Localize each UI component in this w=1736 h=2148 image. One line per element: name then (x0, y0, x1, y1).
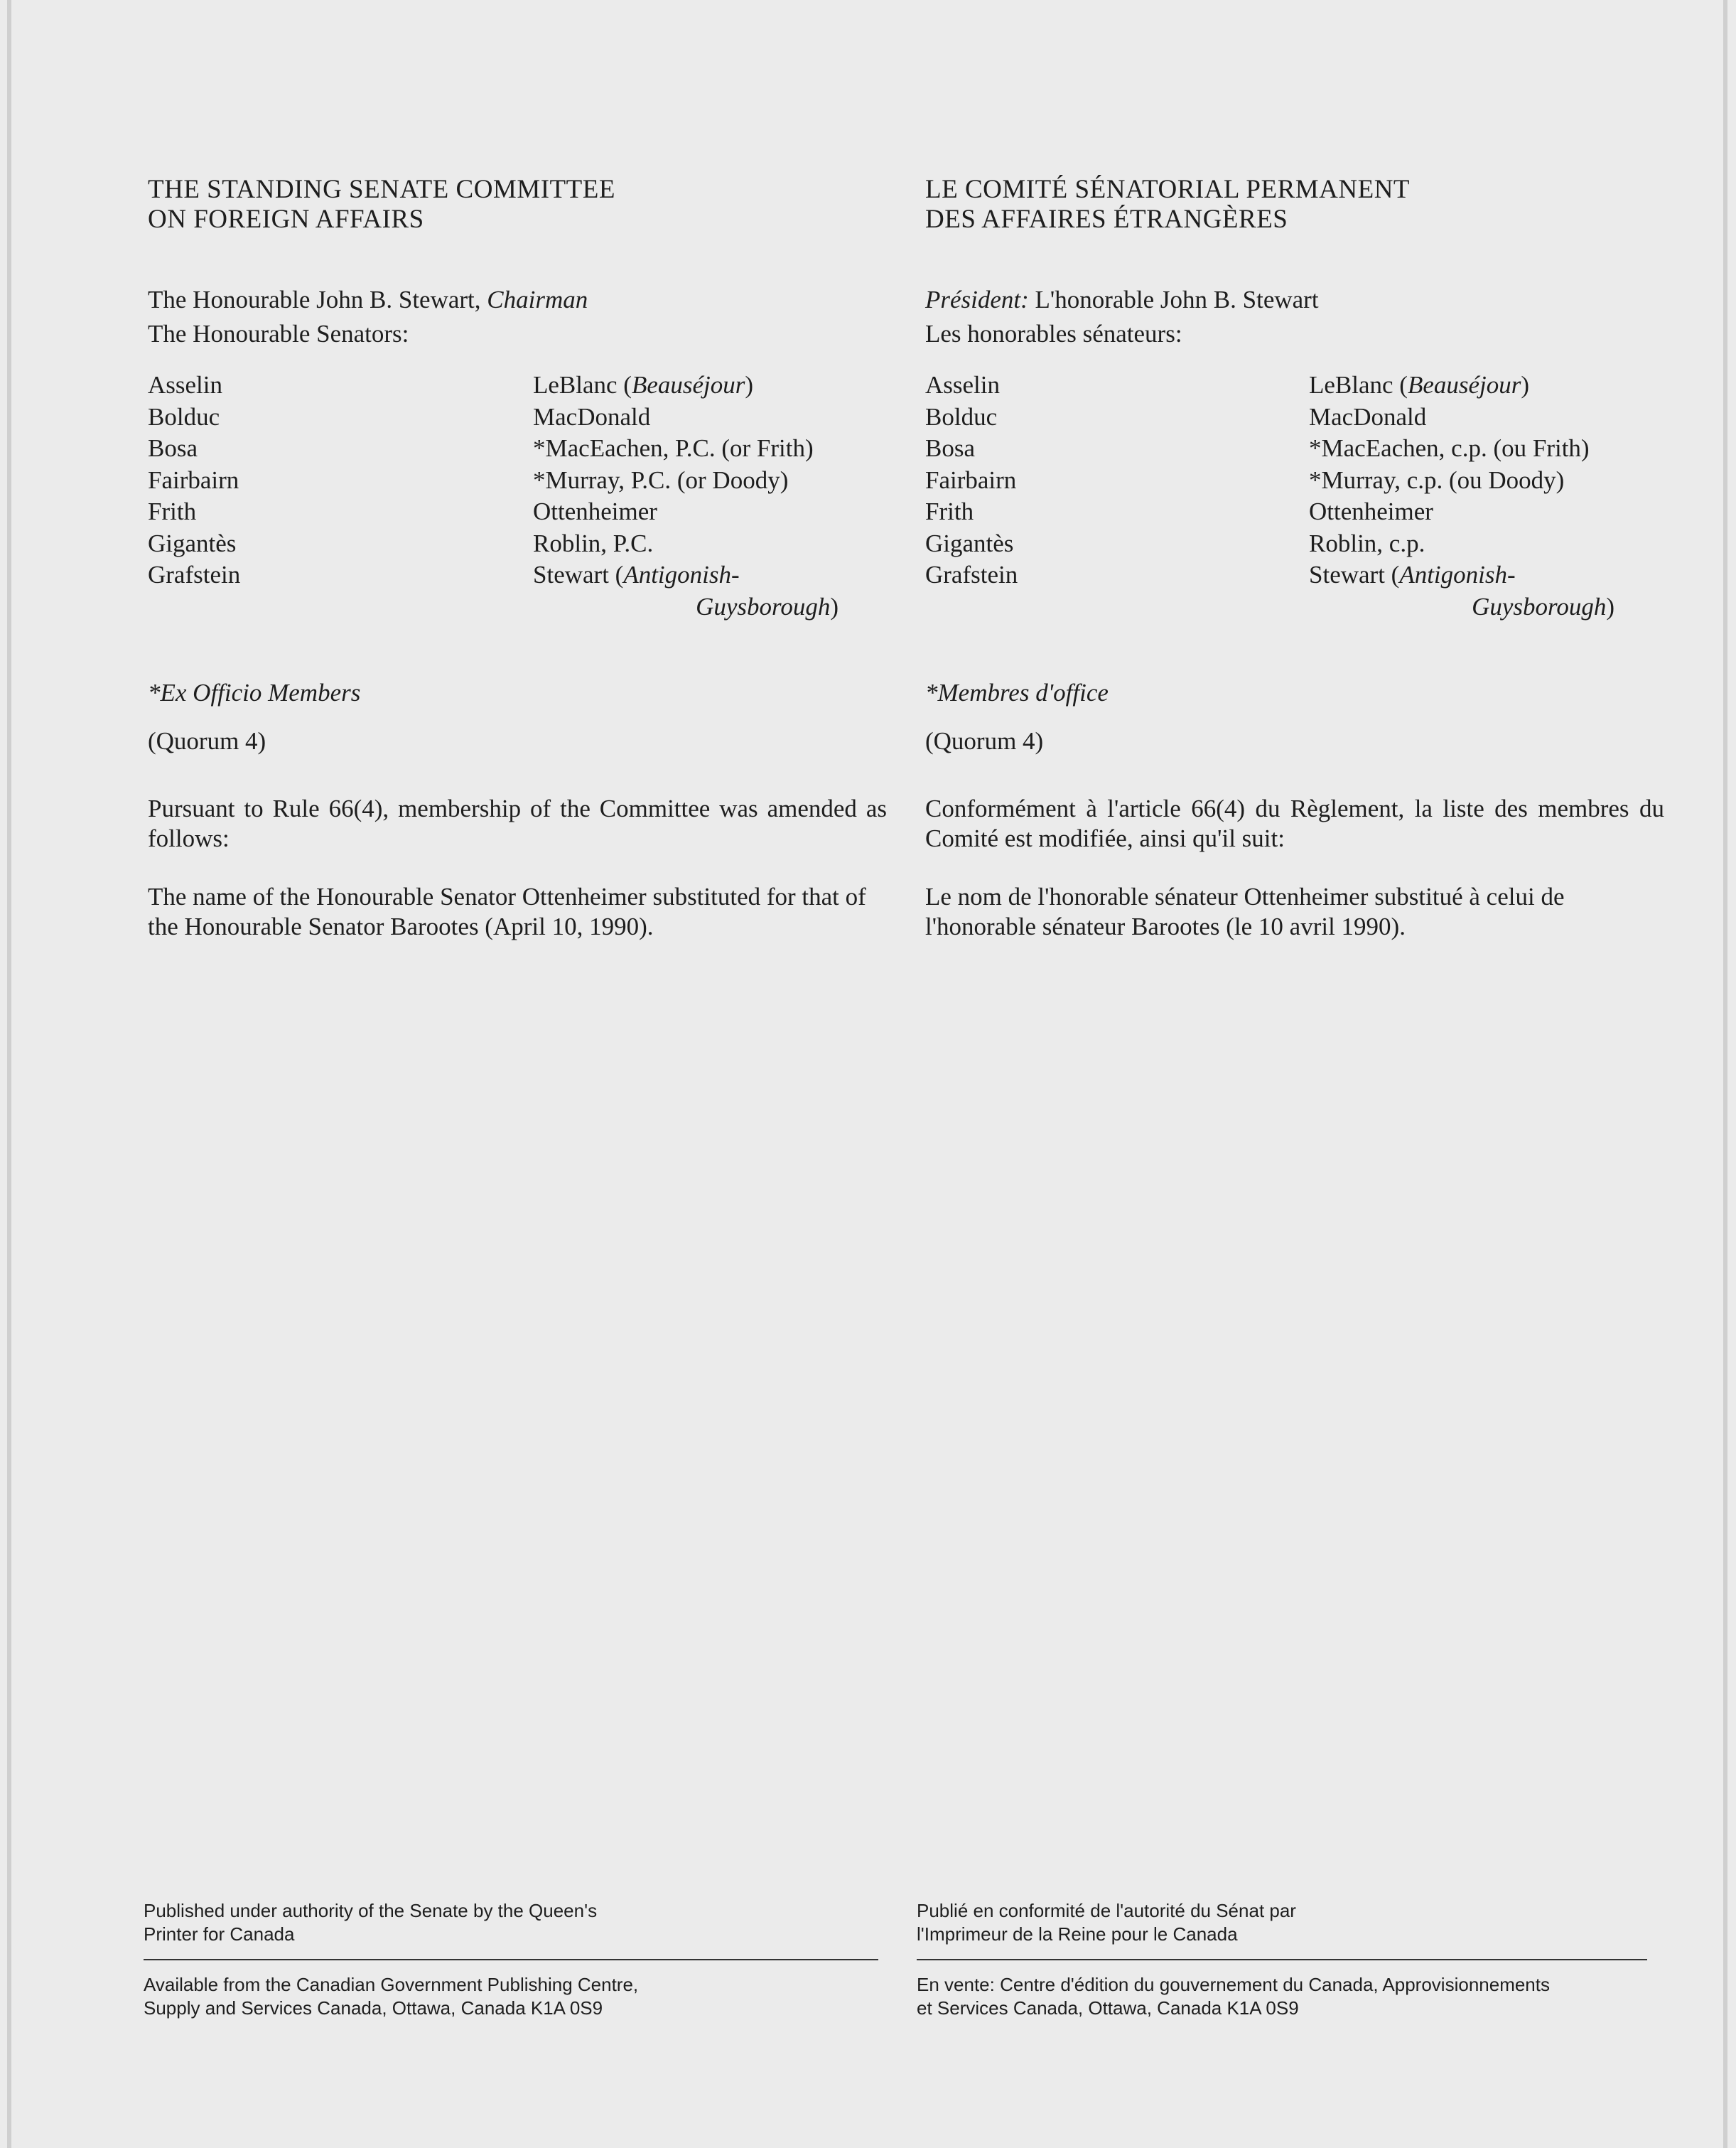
english-heading-line1: THE STANDING SENATE COMMITTEE (148, 175, 615, 204)
member-name: Gigantès (925, 529, 1014, 557)
english-chair-role: Chairman (487, 286, 588, 313)
french-heading-line2: DES AFFAIRES ÉTRANGÈRES (925, 205, 1288, 234)
french-chair-role: Président: (925, 286, 1029, 313)
member-paren: ) (1521, 371, 1530, 399)
member-name: MacDonald (1309, 402, 1427, 431)
member-name: Asselin (925, 371, 1000, 399)
member-name: Fairbairn (148, 466, 239, 494)
french-members-col2 (1309, 370, 1614, 623)
member-name: Bosa (148, 434, 198, 462)
member-riding: Guysborough (1472, 592, 1607, 621)
member-paren: ) (1606, 592, 1614, 621)
member-name: LeBlanc ( (1309, 371, 1408, 399)
member-riding: Guysborough (696, 592, 831, 621)
member-name: Frith (925, 498, 974, 525)
member-name: *Murray, P.C. (or Doody) (533, 466, 789, 494)
english-heading (148, 175, 887, 235)
member-stewart (533, 559, 839, 591)
page-edge-left (7, 0, 11, 2148)
member-name: Ottenheimer (533, 498, 657, 525)
french-footer-available: En vente: Centre d'édition du gouvernement du Canada, Approvisionnements et Services Canada, Ottawa, Canada K1A 0S9 (917, 1974, 1550, 2019)
member-name: Frith (148, 498, 197, 525)
member-name: LeBlanc ( (533, 371, 632, 399)
member-name: Grafstein (148, 561, 241, 589)
english-members-col1 (148, 370, 240, 591)
english-ex-officio: *Ex Officio Members (148, 679, 361, 707)
english-pursuant-paragraph: Pursuant to Rule 66(4), membership of the Committee was amended as follows: (148, 795, 887, 852)
english-chairman (148, 284, 887, 316)
member-name: Stewart ( (1309, 561, 1400, 589)
member-name: Fairbairn (925, 466, 1017, 494)
english-member-list (148, 370, 887, 643)
member-name: Gigantès (148, 529, 237, 557)
member-riding: Antigonish- (1399, 561, 1516, 589)
french-substitution-paragraph: Le nom de l'honorable sénateur Ottenheimer substitué à celui de l'honorable sénateur Barootes (le 10 avril 1990). (925, 883, 1565, 940)
member-name: Ottenheimer (1309, 498, 1433, 525)
english-heading-line2: ON FOREIGN AFFAIRS (148, 205, 424, 234)
french-members-col1 (925, 370, 1018, 591)
member-paren: ) (745, 371, 754, 399)
french-footer (917, 1899, 1647, 2020)
french-quorum: (Quorum 4) (925, 727, 1044, 755)
member-stewart (1309, 559, 1614, 591)
member-name: *MacEachen, P.C. (or Frith) (533, 434, 814, 462)
french-president (925, 284, 1664, 316)
member-name: Roblin, P.C. (533, 529, 654, 557)
french-ex-officio: *Membres d'office (925, 679, 1109, 707)
english-chair-name: The Honourable John B. Stewart, (148, 286, 487, 313)
member-name: *MacEachen, c.p. (ou Frith) (1309, 434, 1590, 462)
french-heading (925, 175, 1664, 235)
member-name: MacDonald (533, 402, 651, 431)
member-name: *Murray, c.p. (ou Doody) (1309, 466, 1565, 494)
french-member-list (925, 370, 1664, 643)
english-members-col2 (533, 370, 839, 623)
english-footer-rule (144, 1959, 878, 1960)
french-footer-published: Publié en conformité de l'autorité du Sénat par l'Imprimeur de la Reine pour le Canada (917, 1900, 1296, 1945)
member-paren: ) (830, 592, 839, 621)
english-footer-published: Published under authority of the Senate by the Queen's Printer for Canada (144, 1900, 598, 1945)
member-name: Bosa (925, 434, 975, 462)
page-edge-right (1723, 0, 1727, 2148)
member-stewart-riding-cont (533, 591, 839, 623)
member-leblanc (1309, 370, 1614, 402)
member-name: Stewart ( (533, 561, 624, 589)
french-chair-name: L'honorable John B. Stewart (1028, 286, 1319, 313)
english-column (148, 175, 887, 942)
french-heading-line1: LE COMITÉ SÉNATORIAL PERMANENT (925, 175, 1411, 204)
french-pursuant-paragraph: Conformément à l'article 66(4) du Règlement, la liste des membres du Comité est modifiée, ainsi qu'il suit: (925, 795, 1664, 852)
member-name: Asselin (148, 371, 222, 399)
english-footer (144, 1899, 878, 2020)
english-substitution-paragraph: The name of the Honourable Senator Ottenheimer substituted for that of the Honourable Senator Barootes (April 10, 1990). (148, 883, 866, 940)
member-name: Bolduc (925, 402, 998, 431)
member-leblanc (533, 370, 839, 402)
member-riding: Beauséjour (631, 371, 745, 399)
member-riding: Antigonish- (623, 561, 740, 589)
member-name: Bolduc (148, 402, 220, 431)
member-riding: Beauséjour (1407, 371, 1521, 399)
member-stewart-riding-cont (1309, 591, 1614, 623)
french-column (925, 175, 1664, 942)
english-quorum: (Quorum 4) (148, 727, 266, 755)
english-honourable-senators: The Honourable Senators: (148, 320, 409, 348)
french-footer-rule (917, 1959, 1647, 1960)
french-honourable-senators: Les honorables sénateurs: (925, 320, 1182, 348)
english-footer-available: Available from the Canadian Government Publishing Centre, Supply and Services Canada, Ottawa, Canada K1A 0S9 (144, 1974, 639, 2019)
member-name: Roblin, c.p. (1309, 529, 1425, 557)
member-name: Grafstein (925, 561, 1018, 589)
